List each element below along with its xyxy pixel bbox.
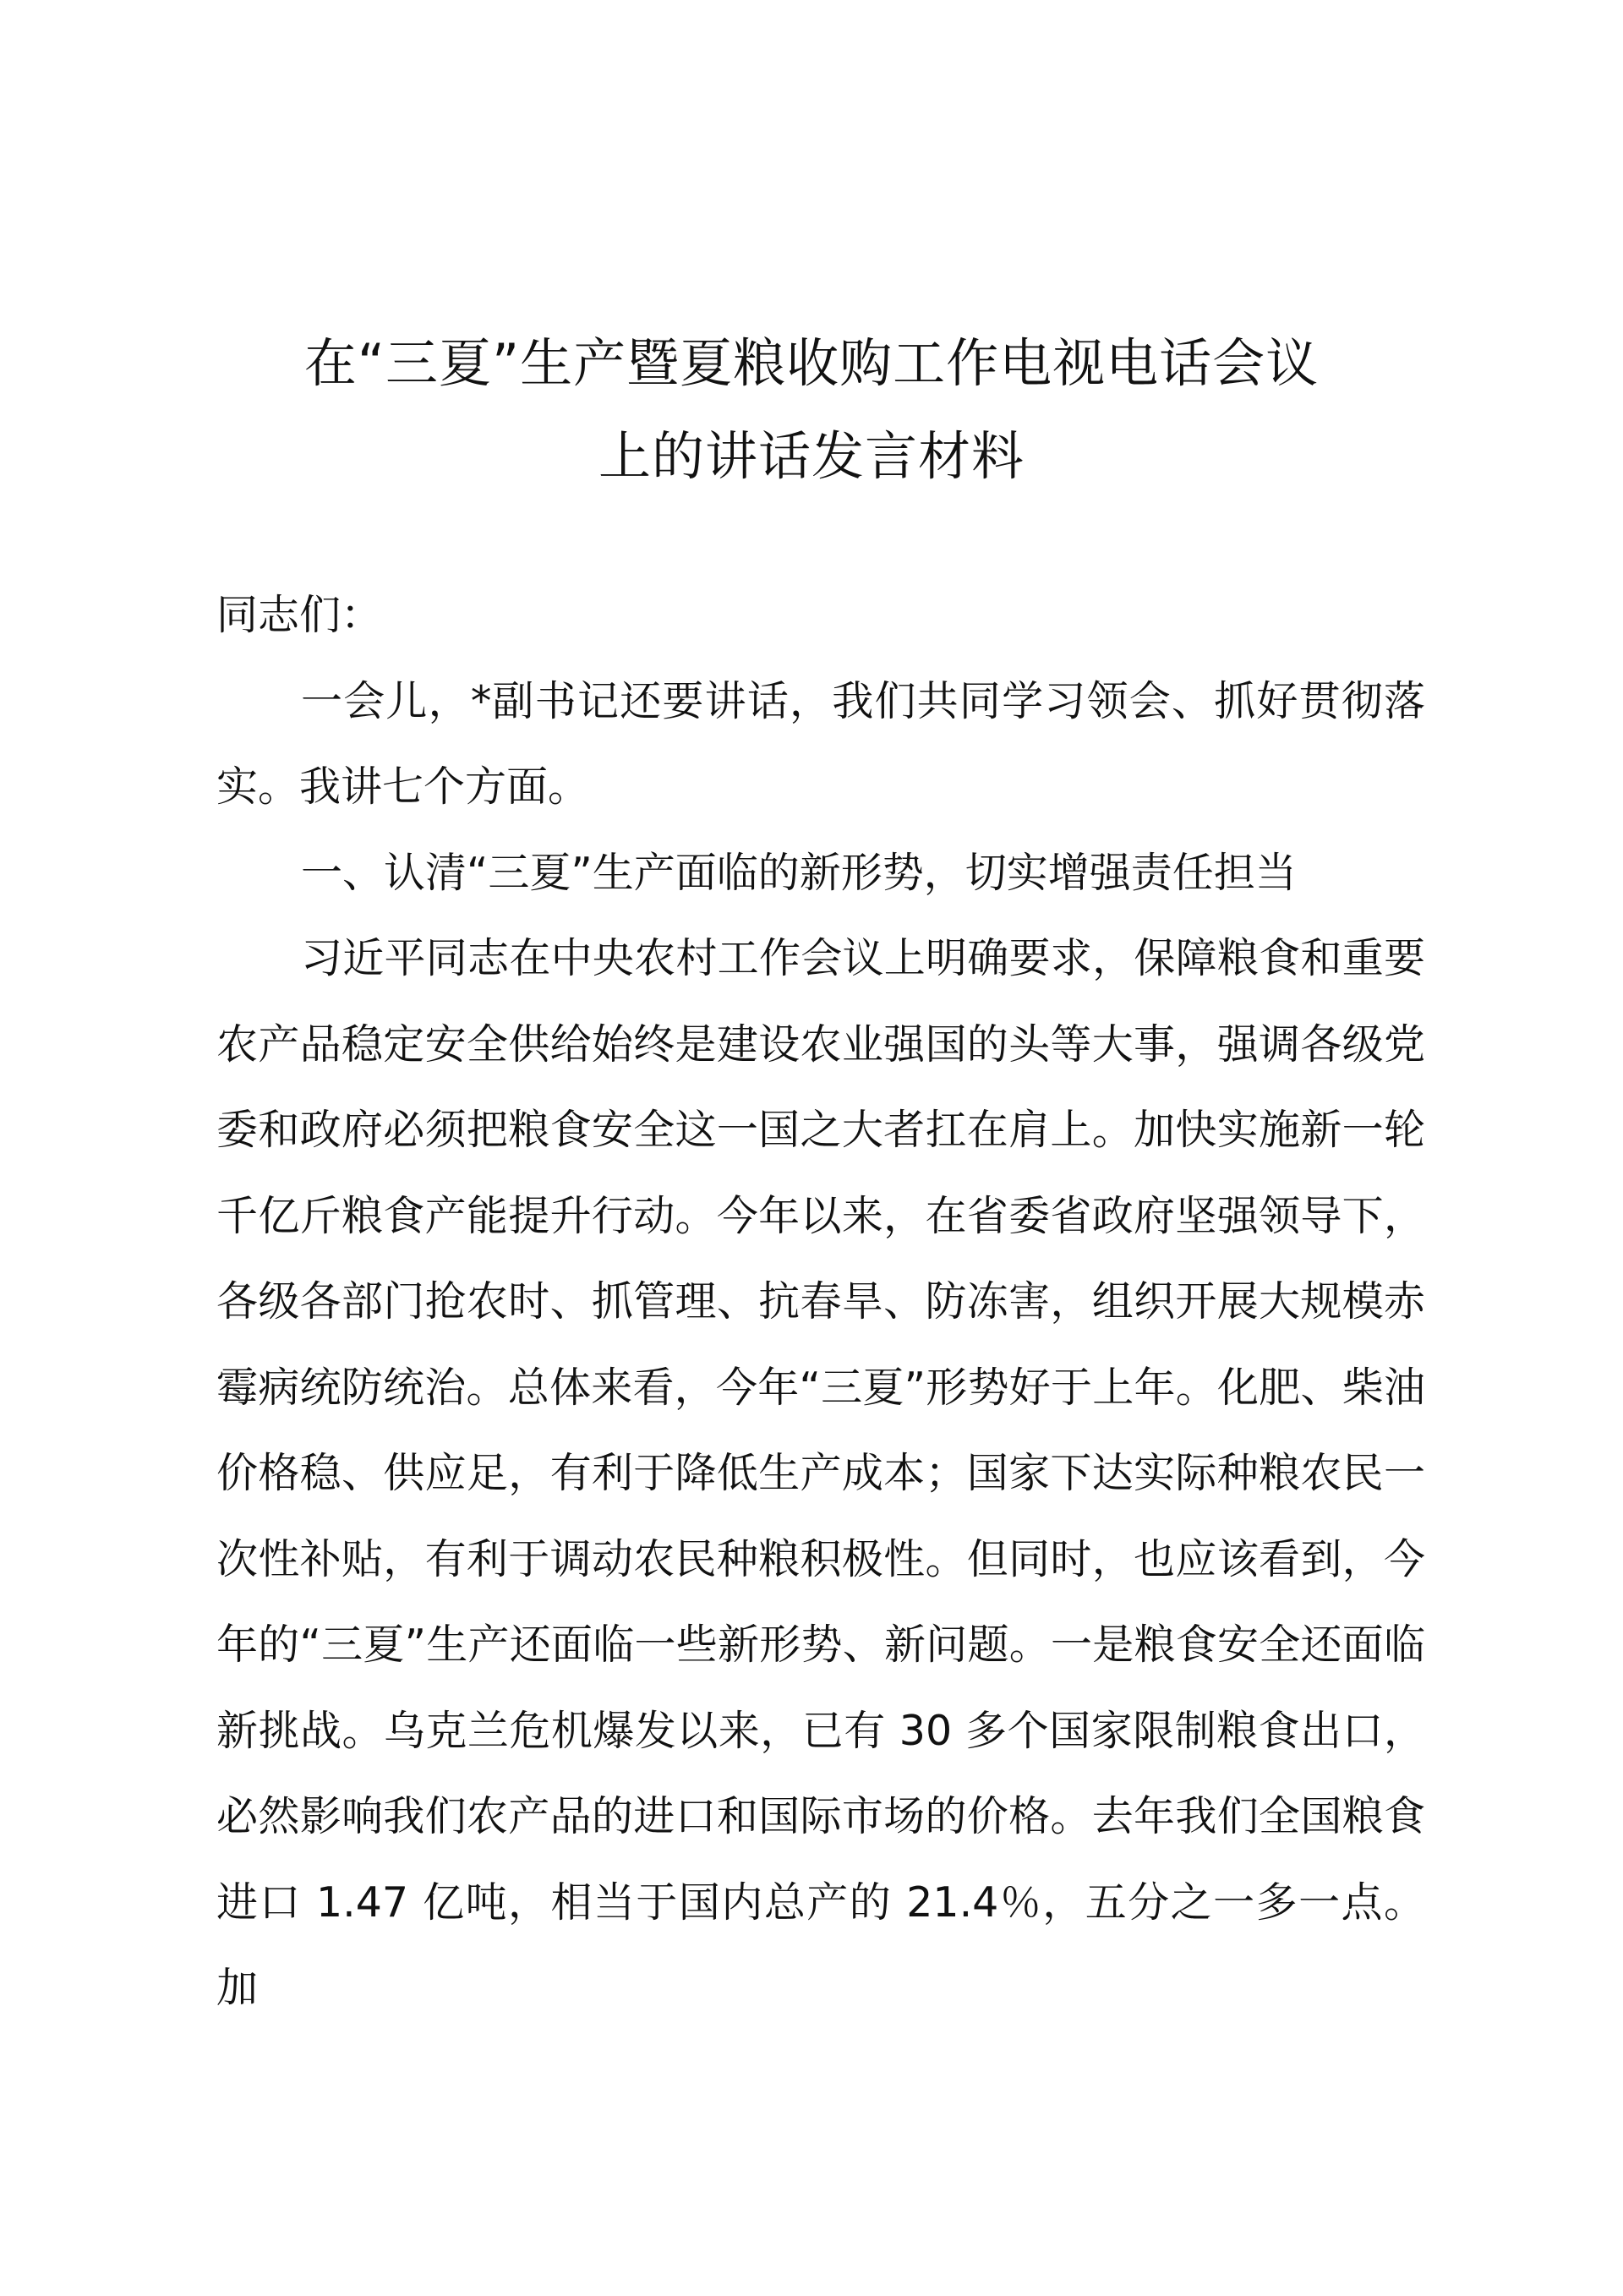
salutation: 同志们： <box>216 591 383 639</box>
intro-paragraph: 一会儿，*副书记还要讲话，我们共同学习领会、抓好贯彻落实。我讲七个方面。 <box>216 676 1425 811</box>
document-body <box>216 572 1425 2031</box>
title-line-1: 在“三夏”生产暨夏粮收购工作电视电话会议 <box>303 332 1320 394</box>
title-line-2: 上的讲话发言材料 <box>598 425 1025 487</box>
section-heading: 一、认清“三夏”生产面临的新形势，切实增强责任担当 <box>301 848 1297 897</box>
document-title <box>169 317 1454 503</box>
body-paragraph: 习近平同志在中央农村工作会议上明确要求，保障粮食和重要农产品稳定安全供给始终是建设农业强国的头等大事，强调各级党委和政府必须把粮食安全这一国之大者扛在肩上。加快实施新一轮千亿斤粮食产能提升行动。今年以来，在省委省政府坚强领导下，各级各部门抢农时、抓管理、抗春旱、防冻害，组织开展大规模赤霉病统防统治。总体来看，今年“三夏”形势好于上年。化肥、柴油价格稳、供应足，有利于降低生产成本；国家下达实际种粮农民一次性补贴，有利于调动农民种粮积极性。但同时，也应该看到，今年的“三夏”生产还面临一些新形势、新问题。一是粮食安全还面临新挑战。乌克兰危机爆发以来，已有 30 多个国家限制粮食出口，必然影响我们农产品的进口和国际市场的价格。去年我们全国粮食进口 1.47 亿吨，相当于国内总产的 21.4％，五分之一多一点。加 <box>216 934 1425 2012</box>
